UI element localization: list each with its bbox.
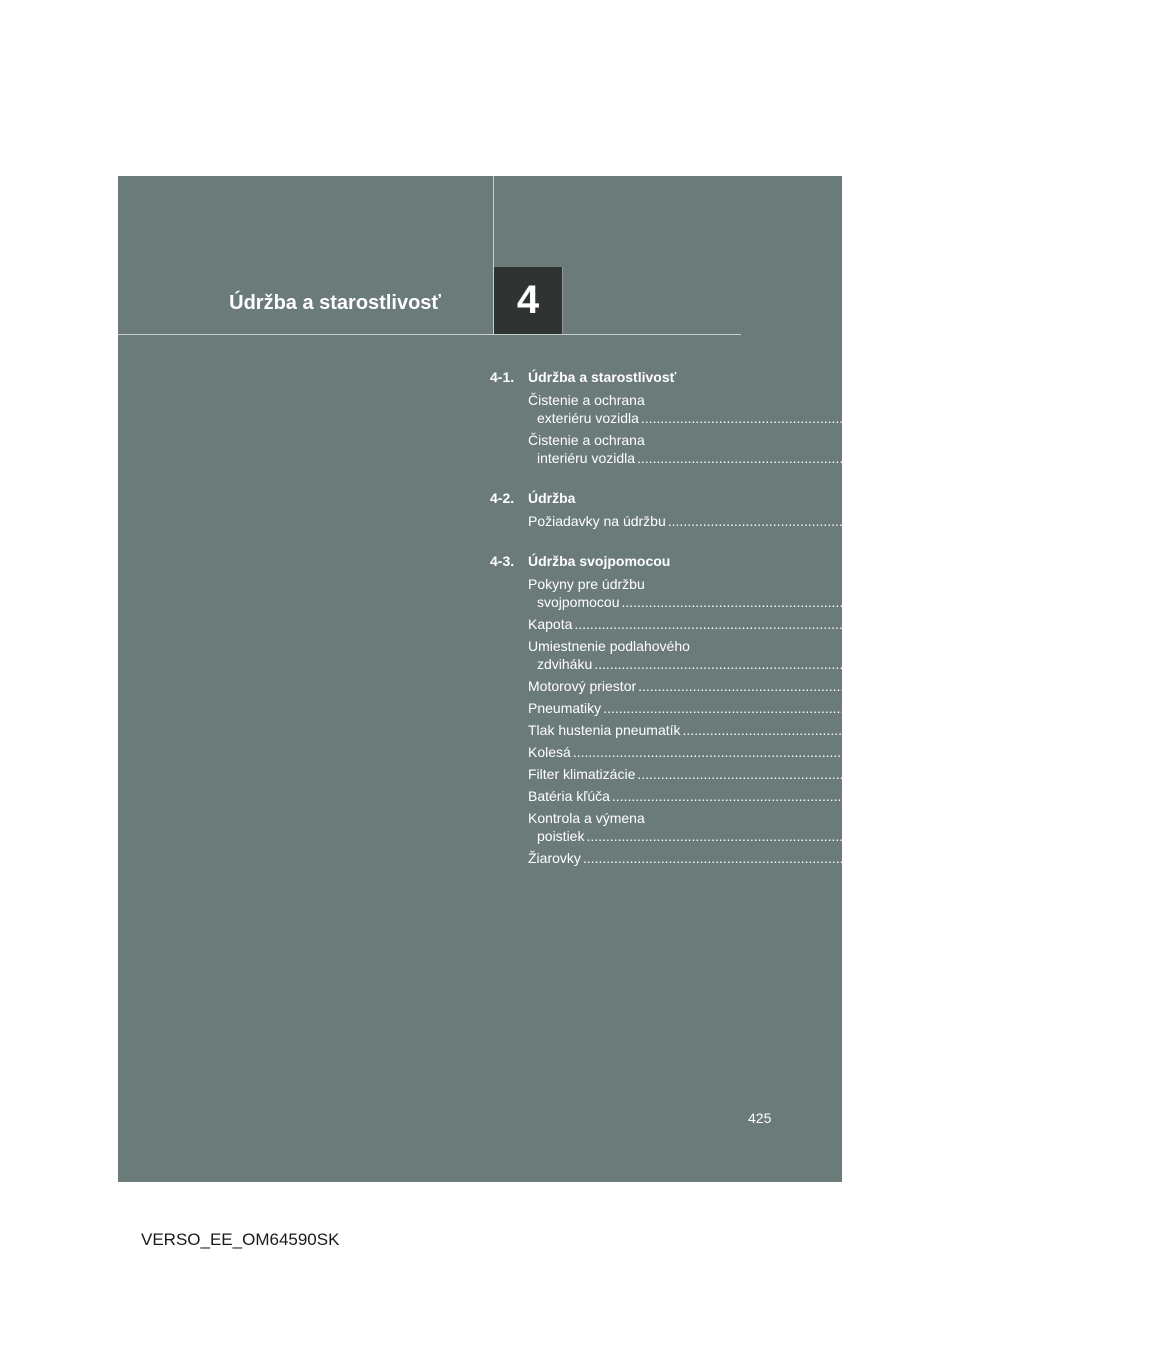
toc-entry[interactable] [528,575,1114,611]
toc-entry[interactable] [528,431,1130,467]
toc-entry-page: 500 [1051,850,1076,866]
dot-leader: ........................................................................................................................ [638,678,1105,694]
toc-entry[interactable] [528,787,1105,805]
toc-section-heading[interactable] [490,552,738,570]
toc-entry-title: svojpomocou [537,594,620,610]
toc-entry-page: 473 [1151,722,1175,738]
page-number: 425 [748,1110,772,1126]
toc-entry[interactable] [528,765,1130,783]
dot-leader: ........................................................................................................................ [637,766,1105,782]
toc-entry-title: poistiek [537,828,585,844]
dot-leader: ........................................................................................................................ [637,450,1104,466]
toc-entry-page: 444 [1106,678,1131,694]
toc-entry-page: 436 [1090,594,1114,610]
toc-entry-page: 442 [1063,656,1087,672]
toc-entry[interactable] [528,512,1160,530]
toc-entry-title: exteriéru vozidla [537,410,639,426]
toc-entry-title: Čistenie a ochrana [528,432,645,448]
toc-section-title: Údržba [528,490,576,506]
dot-leader: ........................................................................................................................ [682,722,1150,738]
dot-leader: ........................................................................................................................ [582,850,1050,866]
toc-entry-title: Tlak hustenia pneumatík [528,722,681,738]
toc-section-number: 4-3. [490,553,515,569]
toc-entry-page: 433 [1136,513,1160,529]
toc-entry[interactable] [528,615,1067,633]
toc-entry-page: 430 [1105,450,1130,466]
chapter-number: 4 [516,278,540,322]
toc-entry[interactable] [528,743,1065,761]
toc-entry-title: Požiadavky na údržbu [528,513,666,529]
toc-entry-page: 478 [1106,766,1130,782]
toc-section-number: 4-2. [490,490,515,506]
toc-entry-title: Kapota [528,616,573,632]
toc-entry[interactable] [528,699,1096,717]
toc-section [490,552,1175,867]
toc-entry-title: Motorový priestor [528,678,637,694]
toc-section-heading[interactable] [490,489,738,507]
dot-leader: ........................................................................................................................ [603,700,1070,716]
horizontal-divider [118,334,741,335]
dot-leader: ........................................................................................................................ [572,744,1040,760]
toc-entry-title: Pokyny pre údržbu [528,576,645,592]
toc-entry-page: 475 [1041,744,1065,760]
toc-entry[interactable] [528,677,1131,695]
toc-section-number: 4-1. [490,369,515,385]
dot-leader: ........................................................................................................................ [640,410,1108,426]
toc-entry-page: 426 [1109,410,1134,426]
toc-entry-title: Žiarovky [528,850,581,866]
toc-entry-page: 485 [1055,828,1079,844]
dot-leader: ........................................................................................................................ [621,594,1089,610]
toc-entry-title: interiéru vozidla [537,450,636,466]
toc-entry-page: 481 [1080,788,1105,804]
toc-entry-title: Batéria kľúča [528,788,610,804]
toc-section [490,368,1134,467]
toc-entry-title: Umiestnenie podlahového [528,638,690,654]
dot-leader: ........................................................................................................................ [594,656,1062,672]
toc-entry-title: zdviháku [537,656,593,672]
chapter-title: Údržba a starostlivosť [229,292,441,314]
table-of-contents [490,368,1175,889]
document-code: VERSO_EE_OM64590SK [141,1230,340,1249]
toc-section-heading[interactable] [490,368,738,386]
chapter-number-box [494,267,563,334]
toc-entry-title: Kontrola a výmena [528,810,645,826]
dot-leader: ........................................................................................................................ [574,616,1042,632]
toc-entry[interactable] [528,721,1175,739]
toc-entry-page: 461 [1071,700,1096,716]
toc-section-title: Údržba svojpomocou [528,553,671,569]
toc-entry[interactable] [528,637,1087,673]
toc-entry-title: Kolesá [528,744,571,760]
toc-entry[interactable] [528,391,1134,427]
dot-leader: ........................................................................................................................ [667,513,1135,529]
toc-entry-page: 440 [1043,616,1067,632]
dot-leader: ........................................................................................................................ [611,788,1079,804]
toc-entry[interactable] [528,849,1076,867]
toc-entry[interactable] [528,809,1079,845]
dot-leader: ........................................................................................................................ [586,828,1054,844]
toc-entry-title: Pneumatiky [528,700,602,716]
toc-entry-title: Filter klimatizácie [528,766,636,782]
toc-entry-title: Čistenie a ochrana [528,392,645,408]
toc-section [490,489,1160,530]
toc-section-title: Údržba a starostlivosť [528,369,677,385]
